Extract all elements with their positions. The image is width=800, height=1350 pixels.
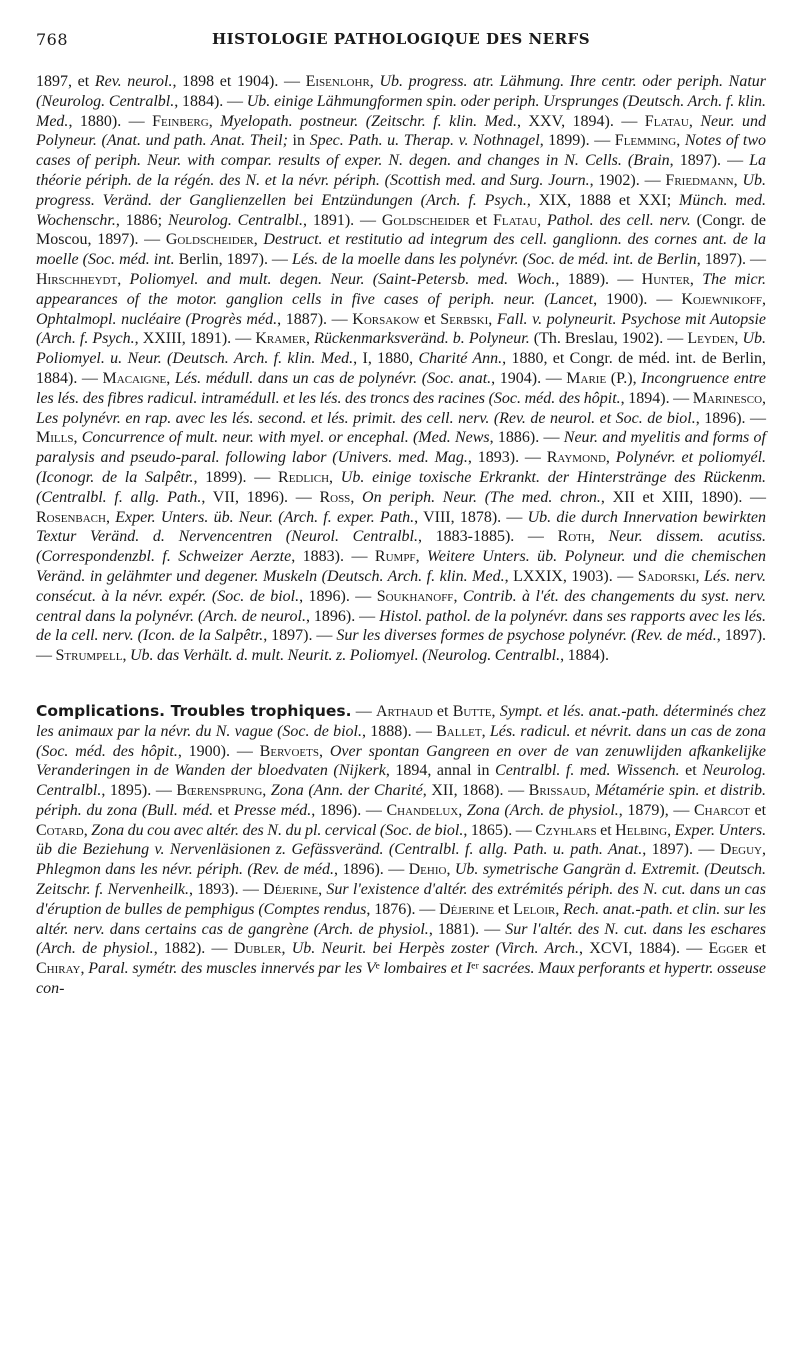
author-name: Bœrensprung — [176, 782, 263, 800]
text-run: , 1896). — — [695, 409, 766, 427]
text-run: , 1897). — — [263, 627, 337, 645]
text-run: Myelopath. postneur. (Zeitschr. f. klin. Med. — [220, 112, 518, 130]
text-run: , 1897). — — [669, 152, 750, 170]
text-run: Sur les diverses formes de psychose polynévr. (Rev. de méd. — [336, 627, 717, 645]
text-run: et — [432, 702, 453, 720]
text-run: lombaires et I — [383, 960, 472, 978]
author-name: Soukhanoff — [376, 587, 454, 605]
text-run: (Th. Breslau, 1902). — — [529, 330, 688, 348]
author-name: Eisenlohr — [305, 73, 370, 90]
author-name: Bervoets — [259, 742, 319, 760]
author-name: Goldscheider — [381, 211, 470, 229]
text-run: Ub. Poliomyel. u. Neur. (Deutsch. Arch. f. klin. Med. — [36, 330, 767, 368]
text-run: , — [306, 330, 315, 348]
text-run: Sur l'altér. des N. cut. dans les eschares (Arch. de physiol. — [36, 920, 767, 958]
text-run: , — [695, 567, 705, 585]
text-run: , — [446, 861, 455, 879]
text-run: ᵉ — [375, 960, 384, 978]
author-name: Raymond — [546, 449, 606, 467]
text-run: , — [762, 389, 767, 407]
text-run: , — [453, 587, 463, 605]
text-run: , 1893). — — [188, 881, 264, 899]
text-run: , — [262, 782, 271, 800]
text-run: , — [537, 211, 547, 229]
text-run: The micr. appearances of the motor. ganglion cells in five cases of periph. neur. (Lancet — [36, 270, 767, 308]
text-run: et — [494, 900, 514, 918]
author-name: Ross — [319, 488, 351, 506]
author-name: Chandelux — [386, 801, 459, 819]
author-name: Chiray — [36, 960, 81, 978]
text-run: , VIII, 1878). — — [414, 508, 528, 526]
text-run: , 1889). — — [555, 270, 642, 288]
text-run: Centralbl. f. med. Wissench. — [495, 762, 680, 780]
author-name: Leyden — [687, 330, 735, 348]
text-run: , — [667, 821, 675, 839]
text-run: , XCVI, 1884). — — [579, 940, 709, 958]
text-run: , — [80, 960, 89, 978]
text-run: Zona (Arch. de physiol. — [466, 801, 619, 819]
text-run: , — [329, 468, 341, 486]
text-run: , — [586, 782, 595, 800]
author-name: Hunter — [641, 270, 690, 288]
text-run: Zona (Ann. der Charité — [270, 782, 423, 800]
section-complications — [36, 702, 766, 999]
text-run: , 1882). — — [153, 940, 234, 958]
text-run: in — [287, 132, 310, 150]
text-run: et — [748, 940, 767, 958]
text-run: , 1879), — — [618, 801, 694, 819]
author-name: Feinberg — [152, 112, 209, 130]
text-run: , — [762, 841, 766, 859]
text-run: , — [318, 742, 330, 760]
text-run: , — [318, 881, 327, 899]
text-run: , 1888). — — [362, 722, 437, 740]
author-name: Redlich — [278, 468, 330, 486]
text-run: , 1900). — — [177, 742, 260, 760]
text-run: , — [415, 548, 428, 566]
author-name: Flatau — [644, 112, 689, 130]
text-run: et — [213, 801, 234, 819]
author-name: Cotard — [36, 821, 84, 839]
text-run: Lés. de la moelle dans les polynévr. (Soc. de méd. int. de Berlin — [291, 251, 697, 269]
author-name: Goldscheider — [165, 231, 254, 249]
text-run: , — [491, 702, 500, 720]
text-run: Polynévr. et poliomyél. (Iconogr. de la Salpêtr. — [36, 449, 767, 486]
text-run: , XXIII, 1891). — — [134, 330, 256, 348]
text-run: et — [419, 310, 441, 328]
author-name: Korsakow — [352, 310, 420, 328]
author-name: Kojewnikoff — [681, 290, 763, 308]
bibliography-paragraph — [36, 72, 766, 666]
text-run: Neur. und Polyneur. (Anat. und path. Anat. Theil; — [36, 112, 767, 150]
text-run: , 1895). — — [101, 782, 177, 800]
text-run: , — [253, 231, 264, 249]
text-run: , — [166, 369, 175, 387]
text-run: , — [734, 330, 743, 348]
author-name: Arthaud — [375, 702, 433, 720]
author-name: Roth — [557, 528, 591, 546]
page — [36, 30, 766, 999]
author-name: Rumpf — [374, 548, 416, 566]
text-run: (Congr. de Moscou, 1897). — — [36, 211, 767, 249]
text-run: , — [688, 112, 701, 130]
author-name: Macaigne — [102, 369, 167, 387]
text-run: Sur l'existence d'altér. des extrémités périph. des N. cut. dans un cas d'éruption de bulles de pemphigus (Comptes rendus — [36, 881, 766, 918]
text-run: Charité Ann. — [418, 350, 503, 368]
author-name: Déjerine — [263, 881, 319, 899]
text-run: Berlin, 1897). — — [174, 251, 292, 269]
text-run: , 1900). — — [593, 290, 682, 308]
text-run: , 1891). — — [303, 211, 382, 229]
text-run: , 1865). — — [463, 821, 536, 839]
text-run: , 1887). — — [277, 310, 353, 328]
text-run: , 1897). — — [36, 627, 767, 665]
text-run: Concurrence of mult. neur. with myel. or encephal. (Med. News — [81, 429, 490, 447]
text-run: , 1894, annal in — [385, 762, 496, 780]
text-run: , XII, 1868). — — [422, 782, 529, 800]
text-run: , I, 1880, — [353, 350, 419, 368]
text-run: , 1886). — — [489, 429, 564, 447]
author-name: Deguy — [719, 841, 762, 859]
text-run: , XXV, 1894). — — [517, 112, 645, 130]
text-run: Ub. progress. Veränd. der Ganglienzellen bei Entzündungen (Arch. f. Psych. — [36, 171, 767, 209]
text-run: On periph. Neur. (The med. chron. — [362, 488, 601, 506]
text-run: , 1876). — — [366, 900, 440, 918]
text-run: Incongruence entre les lés. des fibres radicul. intramédull. et les lés. des troncs des racines (Soc. méd. des hôpit. — [36, 369, 767, 407]
author-name: Flatau — [493, 211, 538, 229]
text-run: , — [83, 821, 92, 839]
author-name: Serbski — [440, 310, 489, 328]
text-run: 1897, et — [36, 73, 95, 90]
text-run: , 1897). — — [696, 251, 767, 269]
text-run: Pathol. des cell. nerv. — [546, 211, 691, 229]
text-run: Histol. pathol. de la polynévr. dans ses rapports avec les lés. de la cell. nerv. (Icon. de la Salpêtr. — [36, 607, 767, 645]
text-run: Contrib. à l'ét. des changements du syst. nerv. central dans la polynévr. (Arch. de neurol. — [36, 587, 767, 625]
author-name: Strumpell — [55, 647, 123, 665]
text-run: Sympt. et lés. anat.-path. déterminés chez les animaux par la névr. du N. vague (Soc. de biol. — [36, 702, 767, 740]
text-run: , 1896). — — [299, 587, 377, 605]
text-run: , 1898 et 1904). — — [172, 73, 306, 90]
author-name: Charcot — [693, 801, 750, 819]
author-name: Déjerine — [439, 900, 495, 918]
text-run: Notes of two cases of periph. Neur. with compar. results of exper. N. degen. and changes in N. Cells. (Brain — [36, 132, 767, 170]
body-text — [36, 72, 766, 999]
text-run: , — [350, 488, 363, 506]
text-run: , LXXIX, 1903). — — [504, 567, 638, 585]
text-run: Spec. Path. u. Therap. v. Nothnagel — [309, 132, 540, 150]
text-run: , 1896). — — [311, 801, 387, 819]
text-run: Poliomyel. and mult. degen. Neur. (Saint-Petersb. med. Woch. — [129, 270, 556, 288]
text-run: Zona du cou avec altér. des N. du pl. cervical (Soc. de biol. — [91, 821, 464, 839]
section-title: Complications. Troubles trophiques. — [36, 701, 352, 720]
author-name: Leloir — [513, 900, 556, 918]
text-run: , — [281, 940, 292, 958]
author-name: Helbing — [615, 821, 668, 839]
text-run: Weitere Unters. üb. Polyneur. und die chemischen Veränd. in gelähmter und degener. Muskeln (Deutsch. Arch. f. klin. Med. — [36, 548, 767, 585]
author-name: Butte — [452, 702, 492, 720]
text-run: Rech. anat.-path. et clin. sur les altér. nerv. dans certains cas de gangrène (Arch. de physiol. — [36, 900, 767, 938]
text-run: Ub. symetrische Gangrän d. Extremit. (Deutsch. Zeitschr. f. Nervenheilk. — [36, 861, 767, 899]
text-run: Münch. med. Wochenschr. — [36, 191, 766, 229]
text-run: Neur. dissem. acutiss. (Correspondenzbl. f. Schweizer Aerzte — [36, 528, 767, 566]
text-run: Ub. progress. atr. Lähmung. Ihre centr. oder periph. Natur (Neurolog. Centralbl. — [36, 73, 767, 110]
text-run: , — [762, 290, 767, 308]
text-run: Over spontan Gangreen en over de van zenuwlijden afkankelijke Veranderingen in de Wanden der bloedvaten (Nijkerk — [36, 742, 767, 780]
author-name: Ballet — [436, 722, 482, 740]
running-title: HISTOLOGIE PATHOLOGIQUE DES NERFS — [211, 30, 591, 48]
text-run: , 1899). — — [539, 132, 615, 150]
text-run: , — [733, 171, 743, 189]
author-name: Mills — [36, 429, 74, 447]
text-run: , — [555, 900, 564, 918]
text-run: et — [469, 211, 494, 229]
text-run: Ub. die durch Innervation bewirkten Textur Veränd. d. Nervencentren (Neurol. Centralbl. — [36, 508, 767, 546]
author-name: Kramer — [255, 330, 306, 348]
page-number: 768 — [36, 30, 69, 49]
author-name: Hirschheydt — [36, 270, 118, 288]
text-run: , — [605, 449, 616, 467]
text-run: Neur. and myelitis and forms of paralysis and pseudo-paral. following labor (Univers. med. Mag. — [36, 429, 766, 467]
text-run: , — [73, 429, 82, 447]
author-name: Marie — [566, 369, 607, 387]
text-run: Fall. v. polyneurit. Psychose mit Autopsie (Arch. f. Psych. — [36, 310, 767, 348]
author-name: Flemming — [614, 132, 677, 150]
text-run: Ophtalmopl. nucléaire (Progrès méd. — [36, 310, 278, 328]
text-run: Lés. radicul. et névrit. dans un cas de zona (Soc. méd. des hôpit. — [36, 722, 767, 760]
author-name: Egger — [708, 940, 749, 958]
text-run: sacrées. Maux perforants et hypertr. osseuse con- — [36, 960, 767, 998]
text-run: , — [458, 801, 467, 819]
text-run: et — [749, 801, 767, 819]
text-run: Lés. nerv. consécut. à la névr. expér. (Soc. de biol. — [36, 567, 767, 605]
text-run: Paral. symétr. des muscles innervés par les V — [88, 960, 376, 978]
page-header — [36, 30, 766, 56]
text-run: , — [689, 270, 703, 288]
text-run: , 1894). — — [620, 389, 693, 407]
text-run: Rückenmarksveränd. b. Polyneur. — [314, 330, 530, 348]
text-run: , — [488, 310, 497, 328]
text-run: Lés. médull. dans un cas de polynévr. (Soc. anat. — [174, 369, 492, 387]
text-run: Métamérie spin. et distrib. périph. du zona (Bull. méd. — [36, 782, 767, 819]
text-run: , — [676, 132, 685, 150]
text-run: , 1899). — — [193, 468, 279, 486]
author-name: Dehio — [408, 861, 447, 879]
text-run: , 1883). — — [291, 548, 375, 566]
section-text — [36, 703, 766, 997]
text-run: , 1881). — — [428, 920, 506, 938]
text-run: , 1902). — — [589, 171, 666, 189]
text-run: et — [596, 821, 616, 839]
text-run: , 1880, et Congr. de méd. int. de Berlin, 1884). — — [36, 350, 767, 387]
text-run: et — [679, 762, 703, 780]
text-run: , — [208, 112, 221, 130]
text-run: Rev. neurol. — [94, 73, 173, 90]
text-run: — — [351, 702, 376, 720]
text-run: (P.), — [606, 369, 642, 387]
text-run: Destruct. et restitutio ad integrum des cell. ganglionn. des cornes ant. de la moelle (Soc. méd. int. — [36, 231, 766, 269]
author-name: Friedmann — [665, 171, 734, 189]
text-run: Exper. Unters. üb. Neur. (Arch. f. exper. Path. — [115, 508, 415, 526]
author-name: Brissaud — [528, 782, 587, 800]
text-run: , — [369, 73, 380, 90]
text-run: Ub. Neurit. bei Herpès zoster (Virch. Arch. — [291, 940, 580, 958]
text-run: , — [481, 722, 490, 740]
text-run: , 1897). — — [642, 841, 720, 859]
text-run: Ub. das Verhält. d. mult. Neurit. z. Poliomyel. (Neurolog. Centralbl. — [129, 647, 561, 665]
author-name: Dubler — [233, 940, 282, 958]
text-run: Presse méd. — [233, 801, 312, 819]
text-run: , 1896). — — [334, 861, 409, 879]
text-run: , — [117, 270, 130, 288]
text-run: , 1896). — — [305, 607, 380, 625]
text-run: La théorie périph. de la régén. des N. et la névr. périph. (Scottish med. and Surg. Journ. — [36, 152, 767, 189]
text-run: Neurolog. Centralbl. — [167, 211, 303, 229]
text-run: , 1886; — [115, 211, 168, 229]
text-run: Neurolog. Centralbl. — [36, 762, 767, 800]
text-run: , 1884). — — [174, 92, 247, 110]
text-run: , XIX, 1888 et XXI; — [526, 191, 680, 209]
text-run: , 1893). — — [467, 449, 547, 467]
author-name: Marinesco — [692, 389, 763, 407]
text-run: , 1883-1885). — — [417, 528, 558, 546]
text-run: , — [122, 647, 130, 665]
text-run: , — [590, 528, 609, 546]
text-run: , VII, 1896). — — [201, 488, 320, 506]
text-run: ᵉʳ — [471, 960, 483, 978]
text-run: , XII et XIII, 1890). — — [600, 488, 767, 506]
author-name: Sadorski — [637, 567, 696, 585]
text-run: Les polynévr. en rap. avec les lés. second. et lés. primit. des cell. nerv. (Rev. de neurol. et Soc. de biol. — [36, 409, 696, 427]
text-run: , 1884). — [560, 647, 609, 665]
text-run: , 1880). — — [68, 112, 153, 130]
author-name: Czyhlars — [535, 821, 597, 839]
text-run: Phlegmon dans les névr. périph. (Rev. de méd. — [36, 861, 335, 879]
text-run: Exper. Unters. üb die Beziehung v. Nervenläsionen z. Gefässveränd. (Centralbl. f. allg. Path. u. path. Anat. — [36, 821, 767, 859]
text-run: Ub. einige Lähmungformen spin. oder periph. Ursprunges (Deutsch. Arch. f. klin. Med. — [36, 92, 767, 130]
author-name: Rosenbach — [36, 508, 106, 526]
text-run: , — [105, 508, 116, 526]
text-run: , 1904). — — [491, 369, 567, 387]
text-run: Ub. einige toxische Erkrankt. der Hinterstränge des Rückenm. (Centralbl. f. allg. Path. — [36, 468, 767, 506]
